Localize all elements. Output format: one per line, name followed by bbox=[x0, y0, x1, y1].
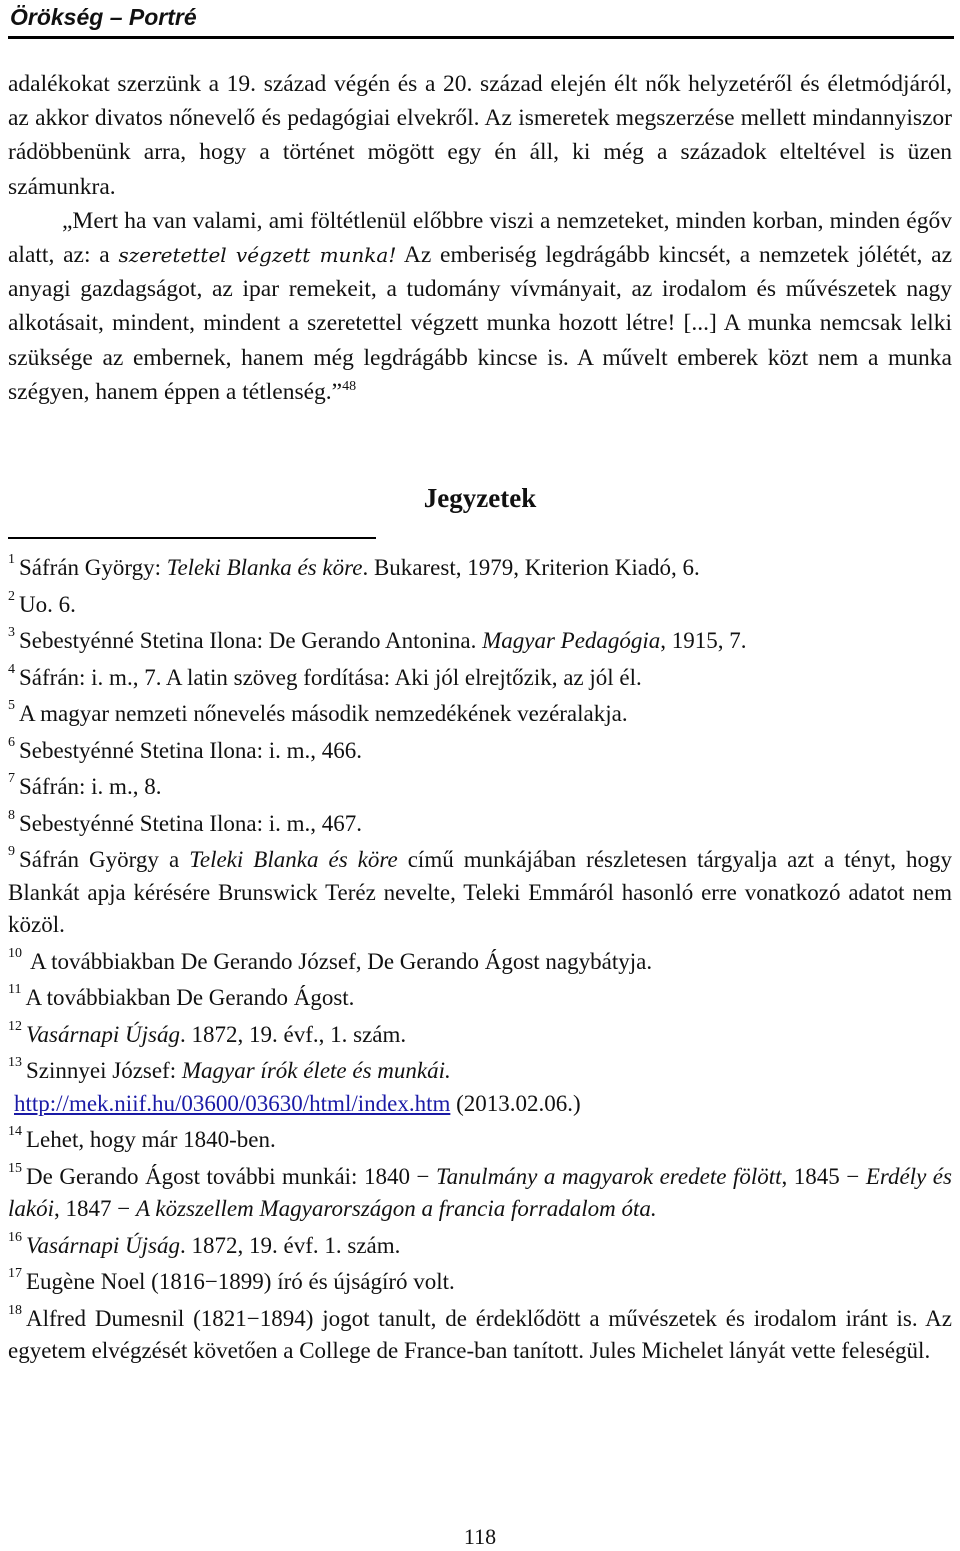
footnote-title: Magyar írók élete és munkái. bbox=[181, 1058, 451, 1083]
footnote-number: 3 bbox=[8, 625, 15, 640]
footnote-title: A közszellem Magyarországon a francia forradalom óta. bbox=[135, 1196, 657, 1221]
footnote-text: De Gerando Ágost további munkái: 1840 − bbox=[26, 1163, 436, 1189]
footnote-text: , 1845 − bbox=[781, 1163, 866, 1189]
footnote-link[interactable]: http://mek.niif.hu/03600/03630/html/index.htm bbox=[14, 1090, 451, 1116]
footnote-number: 15 bbox=[8, 1160, 22, 1176]
footnote-number: 5 bbox=[8, 698, 15, 713]
footnote-title: Teleki Blanka és köre bbox=[166, 555, 363, 580]
footnote-7 bbox=[8, 771, 952, 804]
quote-emphasis: szeretettel végzett munka! bbox=[118, 243, 397, 268]
footnote-number: 10 bbox=[8, 945, 22, 961]
footnote-number: 9 bbox=[8, 844, 15, 859]
footnote-text: A magyar nemzeti nőnevelés második nemzedékének vezéralakja. bbox=[19, 701, 628, 726]
footnote-number: 17 bbox=[8, 1266, 22, 1281]
footnote-text: Sáfrán: i. m., 8. bbox=[19, 774, 162, 799]
footnote-number: 8 bbox=[8, 807, 15, 823]
footnote-title: Teleki Blanka és köre bbox=[189, 847, 398, 872]
footnote-title: Vasárnapi Újság bbox=[26, 1232, 180, 1258]
footnote-text: Sáfrán György a bbox=[19, 847, 190, 872]
footnote-6 bbox=[8, 735, 952, 768]
footnote-11 bbox=[8, 982, 952, 1015]
footnote-text: (2013.02.06.) bbox=[456, 1090, 581, 1116]
footnote-number: 14 bbox=[8, 1124, 22, 1139]
footnote-text: Sebestyénné Stetina Ilona: De Gerando Antonina. bbox=[19, 628, 483, 653]
footnote-3 bbox=[8, 625, 952, 658]
footnote-title: Vasárnapi Újság bbox=[26, 1021, 180, 1047]
footnote-2 bbox=[8, 589, 952, 622]
page-number: 118 bbox=[463, 1524, 497, 1549]
footnote-12 bbox=[8, 1019, 952, 1052]
footnote-10 bbox=[8, 946, 952, 979]
footnote-5 bbox=[8, 698, 952, 731]
footnote-title: Erdély és lakói bbox=[8, 1163, 952, 1221]
footnotes-list bbox=[8, 552, 952, 1372]
footnote-text: Eugène Noel (1816−1899) író és újságíró volt. bbox=[26, 1269, 455, 1294]
paragraph-2-quote bbox=[8, 204, 952, 409]
footnote-text: Lehet, hogy már 1840-ben. bbox=[26, 1127, 276, 1152]
footnote-16 bbox=[8, 1230, 952, 1263]
footnote-8 bbox=[8, 808, 952, 841]
footnote-ref-48[interactable]: 48 bbox=[342, 379, 357, 394]
body-text bbox=[8, 67, 952, 409]
page-header bbox=[8, 2, 954, 32]
footnote-number: 7 bbox=[8, 771, 15, 786]
footnote-9 bbox=[8, 844, 952, 942]
quote-text-end: Az emberiség legdrágább kincsét, a nemzetek jólétét, az anyagi gazdagságot, az ipar remekeit, a tudomány vívmányait, az irodalom és művészetek nagy alkotásait, mindent, mindent a szeretettel végzett munka hozott létre! [...] A munka nemcsak lelki szüksége az embernek, hanem még legdrágább kincse is. A művelt emberek közt nem a munka szégyen, hanem éppen a tétlenség.” bbox=[8, 242, 952, 405]
footnote-text: Uo. 6. bbox=[19, 591, 76, 617]
footnote-text: Szinnyei József: bbox=[26, 1058, 182, 1083]
footnote-17 bbox=[8, 1266, 952, 1299]
footnote-number: 6 bbox=[8, 734, 15, 750]
footnote-15 bbox=[8, 1161, 952, 1226]
footnote-number: 1 bbox=[8, 552, 15, 567]
footnote-number: 4 bbox=[8, 661, 15, 677]
footnote-title: Tanulmány a magyarok eredete fölött bbox=[436, 1163, 782, 1189]
footnote-number: 11 bbox=[8, 982, 22, 997]
footnote-text: A továbbiakban De Gerando Ágost. bbox=[25, 985, 355, 1010]
footnote-1 bbox=[8, 552, 952, 585]
notes-heading: Jegyzetek bbox=[423, 483, 537, 513]
paragraph-1: adalékokat szerzünk a 19. század végén és a 20. század elején élt nők helyzetéről és életmódjáról, az akkor divatos nőnevelő és pedagógiai elvekről. Az ismeretek megszerzése mellett mindannyiszor rádöbbenünk arra, hogy a történet mögött egy én áll, ki még a századok elteltével is üzen számunkra. bbox=[8, 71, 952, 200]
footnote-title: Magyar Pedagógia bbox=[482, 628, 661, 653]
footnote-number: 18 bbox=[8, 1302, 22, 1318]
footnote-text: . 1872, 19. évf., 1. szám. bbox=[180, 1021, 407, 1047]
footnote-text: A továbbiakban De Gerando József, De Gerando Ágost nagybátyja. bbox=[30, 948, 653, 974]
notes-rule bbox=[8, 537, 376, 539]
running-head: Örökség – Portré bbox=[10, 4, 197, 30]
footnote-number: 12 bbox=[8, 1018, 22, 1034]
footnote-text: , 1915, 7. bbox=[660, 628, 747, 653]
footnote-14 bbox=[8, 1124, 952, 1157]
quote-text-start: „Mert ha van valami, ami föltétlenül előbbre viszi a nemzeteket, minden korban, minden égőv alatt, az: a bbox=[8, 207, 952, 269]
footnote-text: , 1847 − bbox=[54, 1196, 136, 1221]
footnote-13 bbox=[8, 1055, 952, 1120]
footnote-18 bbox=[8, 1303, 952, 1368]
footnote-text: Sebestyénné Stetina Ilona: i. m., 466. bbox=[19, 737, 363, 763]
footnote-number: 2 bbox=[8, 588, 15, 604]
footnote-text: . Bukarest, 1979, Kriterion Kiadó, 6. bbox=[362, 555, 700, 580]
footnote-text: Sáfrán: i. m., 7. A latin szöveg fordítása: Aki jól elrejtőzik, az jól él. bbox=[19, 664, 642, 690]
footnote-text: . 1872, 19. évf. 1. szám. bbox=[180, 1232, 401, 1258]
footnote-text: Sáfrán György: bbox=[19, 555, 167, 580]
footnote-text: Alfred Dumesnil (1821−1894) jogot tanult, de érdeklődött a művészetek és irodalom iránt is. Az egyetem elvégzését követően a College de France-ban tanított. Jules Michelet lányát vette feleségül. bbox=[8, 1305, 952, 1363]
footnote-text: című munkájában részletesen tárgyalja azt a tényt, hogy Blankát apja kérésére Brunswick Teréz nevelte, Teleki Emmáról hasonló erre vonatkozó adatot nem közöl. bbox=[8, 847, 952, 937]
footnote-number: 13 bbox=[8, 1055, 22, 1070]
footnote-number: 16 bbox=[8, 1229, 22, 1245]
footnote-text: Sebestyénné Stetina Ilona: i. m., 467. bbox=[19, 810, 363, 836]
header-rule bbox=[8, 36, 954, 39]
footnote-4 bbox=[8, 662, 952, 695]
